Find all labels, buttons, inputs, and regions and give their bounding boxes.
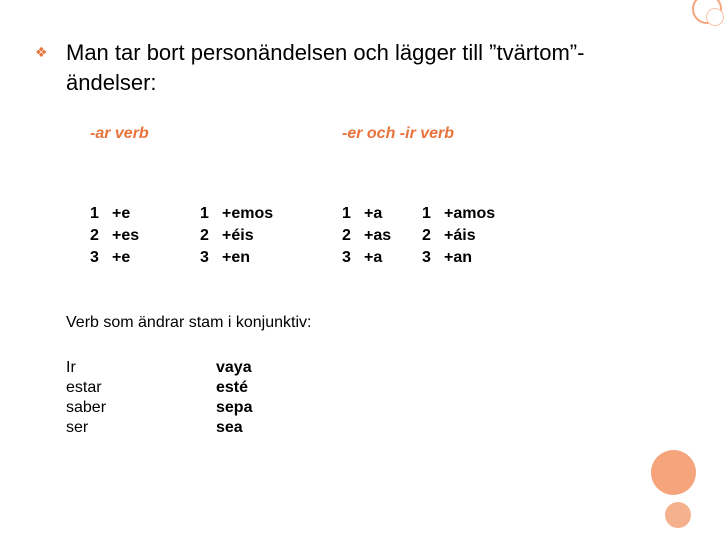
- ending: +e: [112, 249, 131, 266]
- person-number: 1: [342, 205, 351, 222]
- infinitive: ser: [66, 419, 89, 436]
- infinitive: estar: [66, 379, 102, 396]
- list-item: [66, 378, 252, 398]
- er-ir-singular-endings: [342, 203, 391, 269]
- ending: +éis: [222, 227, 254, 244]
- ending: +áis: [444, 227, 476, 244]
- ending: +an: [444, 249, 473, 266]
- decorative-circle: [651, 450, 696, 495]
- bullet-icon: ❖: [35, 44, 48, 60]
- infinitive: Ir: [66, 359, 76, 376]
- decorative-circle: [665, 502, 691, 528]
- ending-row: [422, 247, 495, 269]
- subjunctive-stem: sepa: [216, 399, 253, 416]
- ar-verb-header: -ar verb: [90, 125, 149, 142]
- person-number: 1: [200, 205, 209, 222]
- ar-singular-endings: [90, 203, 139, 269]
- ar-plural-endings: [200, 203, 273, 269]
- person-number: 2: [422, 227, 431, 244]
- ending: +a: [364, 205, 383, 222]
- decorative-circle: [706, 8, 724, 26]
- person-number: 3: [200, 249, 209, 266]
- list-item: [66, 358, 252, 378]
- ending: +a: [364, 249, 383, 266]
- ending: +e: [112, 205, 131, 222]
- person-number: 2: [90, 227, 99, 244]
- ending-row: [90, 203, 139, 225]
- ending: +amos: [444, 205, 496, 222]
- person-number: 1: [90, 205, 99, 222]
- person-number: 3: [422, 249, 431, 266]
- er-ir-plural-endings: [422, 203, 495, 269]
- slide-heading: Man tar bort personändelsen och lägger till ”tvärtom”-ändelser:: [66, 40, 585, 95]
- subjunctive-stem: sea: [216, 419, 243, 436]
- ending-row: [200, 247, 273, 269]
- subjunctive-stem: esté: [216, 379, 249, 396]
- person-number: 2: [200, 227, 209, 244]
- stem-change-list: [66, 358, 252, 438]
- ending-row: [200, 225, 273, 247]
- subjunctive-stem: vaya: [216, 359, 252, 376]
- person-number: 3: [90, 249, 99, 266]
- ending: +as: [364, 227, 392, 244]
- ending: +es: [112, 227, 140, 244]
- person-number: 3: [342, 249, 351, 266]
- person-number: 2: [342, 227, 351, 244]
- list-item: [66, 398, 252, 418]
- ending-row: [342, 203, 391, 225]
- list-item: [66, 418, 252, 438]
- ending-row: [90, 225, 139, 247]
- er-ir-verb-header: -er och -ir verb: [342, 125, 455, 142]
- ending-row: [422, 203, 495, 225]
- person-number: 1: [422, 205, 431, 222]
- ending-row: [90, 247, 139, 269]
- infinitive: saber: [66, 399, 107, 416]
- stem-change-note: Verb som ändrar stam i konjunktiv:: [66, 314, 312, 331]
- ending: +en: [222, 249, 251, 266]
- ending-row: [342, 247, 391, 269]
- ending-row: [200, 203, 273, 225]
- ending-row: [342, 225, 391, 247]
- ending-row: [422, 225, 495, 247]
- ending: +emos: [222, 205, 274, 222]
